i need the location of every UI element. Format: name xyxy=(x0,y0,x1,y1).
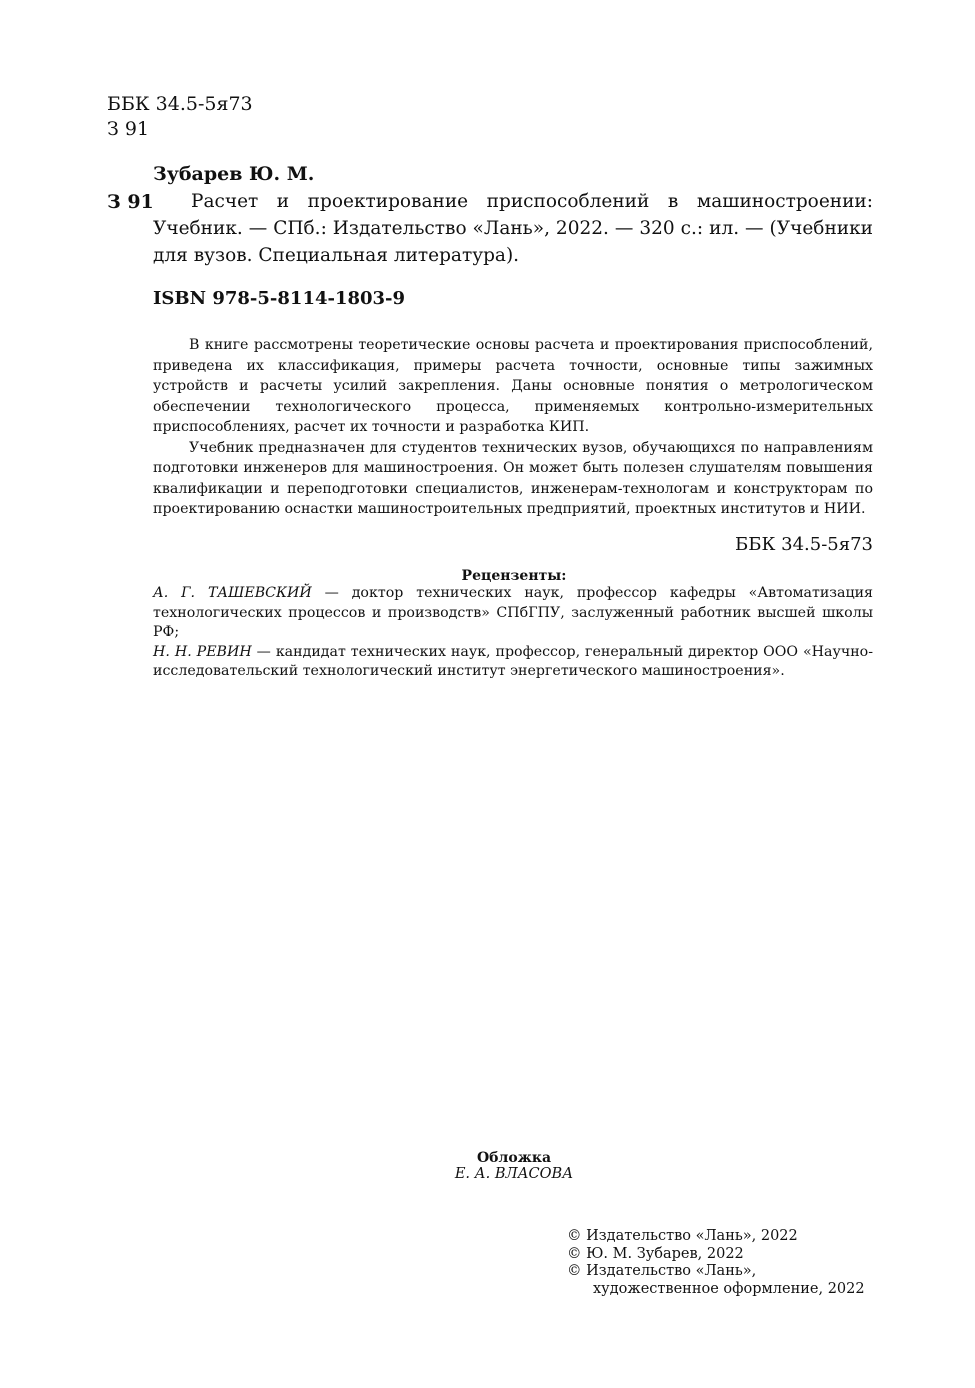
reviewer-1 xyxy=(153,584,873,643)
author-mark: З 91 xyxy=(107,191,154,213)
copyright-line-1: © Издательство «Лань», 2022 xyxy=(567,1228,798,1244)
bbk-code: ББК 34.5-5я73 xyxy=(107,93,253,115)
reviewers-list xyxy=(153,584,873,682)
author-code: З 91 xyxy=(107,118,150,140)
title-text: Расчет и проектирование приспособлений в машиностроении: Учебник. — СПб.: Издательство «Лань», 2022. — 320 с.: ил. — (Учебники для вузов. Специальная литература). xyxy=(153,191,873,266)
reviewers-heading: Рецензенты: xyxy=(461,568,567,584)
reviewer-1-name: А. Г. ТАШЕВСКИЙ xyxy=(153,585,312,601)
cover-label: Обложка xyxy=(476,1150,552,1166)
cover-designer: Е. А. ВЛАСОВА xyxy=(454,1166,574,1182)
copyright-line-3: © Издательство «Лань», xyxy=(567,1263,757,1279)
author-name: Зубарев Ю. М. xyxy=(153,163,315,185)
copyright-block xyxy=(567,1228,865,1298)
abstract xyxy=(153,335,873,520)
reviewer-2 xyxy=(153,643,873,682)
reviewer-1-text: — доктор технических наук, профессор кафедры «Автоматизация технологических процессов и производств» СПбГПУ, заслуженный работник высшей школы РФ; xyxy=(153,585,874,640)
book-description xyxy=(153,188,873,269)
abstract-paragraph-2: Учебник предназначен для студентов технических вузов, обучающихся по направлениям подготовки инженеров для машиностроения. Он может быть полезен слушателям повышения квалификации и переподготовки специалистов, инженерам-технологам и конструкторам по проектированию оснастки машиностроительных предприятий, проектных институтов и НИИ. xyxy=(153,439,873,517)
abstract-paragraph-1: В книге рассмотрены теоретические основы расчета и проектирования приспособлений, приведена их классификация, примеры расчета точности, основные типы зажимных устройств и расчеты усилий закрепления. Даны основные понятия о метрологическом обеспечении технологического процесса, применяемых контрольно-измерительных приспособлениях, расчет их точности и разработка КИП. xyxy=(153,337,873,435)
reviewer-2-name: Н. Н. РЕВИН xyxy=(153,643,252,660)
copyright-line-4: художественное оформление, 2022 xyxy=(593,1280,865,1297)
bbk-code-right: ББК 34.5-5я73 xyxy=(735,534,873,555)
copyright-line-2: © Ю. М. Зубарев, 2022 xyxy=(567,1245,744,1262)
isbn: ISBN 978-5-8114-1803-9 xyxy=(153,288,406,309)
reviewer-2-text: — кандидат технических наук, профессор, генеральный директор ООО «Научно-исследовательский технологический институт энергетического машиностроения». xyxy=(153,643,873,679)
header-block xyxy=(107,92,253,142)
